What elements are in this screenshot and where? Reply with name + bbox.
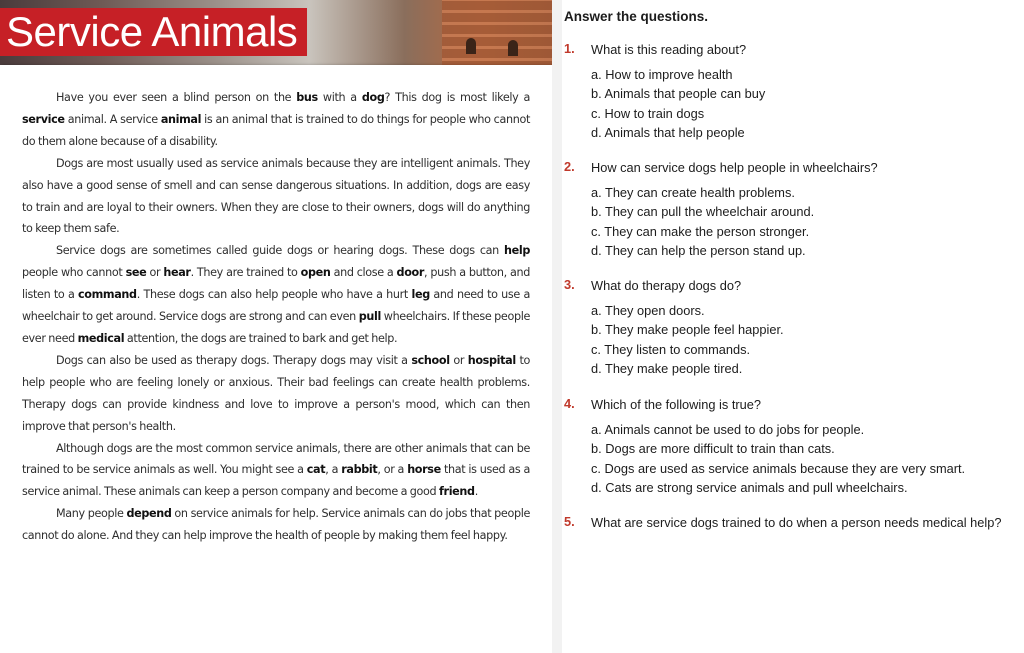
question-number: 3.: [564, 277, 575, 292]
vocabulary-word: hear: [163, 266, 191, 280]
answer-option: d. Animals that help people: [591, 124, 745, 140]
vocabulary-word: horse: [407, 463, 441, 477]
answer-option: b. Dogs are more difficult to train than cats.: [591, 441, 835, 457]
vocabulary-word: animal: [160, 112, 202, 126]
question-stem: What are service dogs trained to do when a person needs medical help?: [591, 515, 1002, 530]
question-number: 2.: [564, 159, 575, 174]
question-number: 4.: [564, 396, 575, 411]
questions-heading: Answer the questions.: [564, 9, 709, 24]
vocabulary-word: help: [504, 244, 530, 258]
text-run: .: [474, 485, 478, 499]
answer-option: c. They listen to commands.: [591, 341, 751, 357]
vocabulary-word: pull: [358, 310, 381, 324]
text-run: ? This dog is most likely a: [384, 91, 530, 104]
vocabulary-word: hospital: [467, 353, 516, 367]
vocabulary-word: command: [78, 288, 137, 302]
reading-paragraph: [22, 503, 530, 547]
answer-option: c. Dogs are used as service animals because they are very smart.: [591, 460, 966, 476]
text-run: Dogs are most usually used as service animals because they are intelligent animals. They also have a good sense of smell and can sense dangerous situations. In addition, dogs are easy to train and are loyal to their owners. When they are close to their owners, dogs will do anything to keep them safe.: [22, 156, 530, 236]
reading-paragraph: [22, 350, 530, 438]
text-run: is an animal that is trained to do things for people who cannot do them alone because of a disability.: [22, 112, 530, 148]
text-run: Many people: [56, 507, 127, 521]
text-run: and close a: [330, 266, 397, 280]
question-stem: How can service dogs help people in wheelchairs?: [591, 160, 878, 175]
text-run: or: [449, 353, 468, 367]
text-run: , push a button, and listen to a: [22, 266, 530, 302]
question-stem: What do therapy dogs do?: [591, 278, 742, 293]
window-shape: [508, 40, 518, 56]
reading-panel: [0, 65, 552, 653]
text-run: with a: [317, 91, 362, 104]
vocabulary-word: friend: [439, 485, 475, 499]
answer-option: a. Animals cannot be used to do jobs for people.: [591, 422, 865, 437]
vocabulary-word: open: [300, 266, 331, 280]
text-run: Have you ever seen a blind person on the: [56, 91, 297, 104]
answer-option: d. They can help the person stand up.: [591, 242, 806, 258]
reading-paragraph: [22, 87, 530, 153]
text-run: to help people who are feeling lonely or anxious. Their bad feelings can create health problems. Therapy dogs can provide kindness and love to improve a person's mood, which can then improve that person's health.: [22, 353, 530, 433]
reading-paragraph: [22, 153, 530, 241]
answer-option: d. They make people tired.: [591, 360, 743, 376]
answer-option: a. They can create health problems.: [591, 185, 795, 200]
questions-panel: [563, 0, 1024, 653]
vocabulary-word: depend: [126, 507, 172, 521]
text-run: on service animals for help. Service animals can do jobs that people cannot do alone. And they can help improve the health of people by making them feel happy.: [22, 507, 530, 543]
text-run: . These dogs can also help people who have a hurt: [136, 288, 412, 302]
text-run: attention, the dogs are trained to bark and get help.: [124, 331, 398, 345]
answer-option: b. They can pull the wheelchair around.: [591, 204, 815, 220]
text-run: animal. A service: [64, 112, 161, 126]
question-stem: Which of the following is true?: [591, 397, 761, 412]
page-title: Service Animals: [0, 8, 307, 56]
text-run: Although dogs are the most common service animals, there are other animals that can be trained to be service animals as well. You might see a: [22, 441, 530, 477]
window-shape: [466, 38, 476, 54]
answer-option: a. They open doors.: [591, 303, 705, 318]
reading-text: [22, 87, 530, 547]
text-run: wheelchairs. If these people ever need: [22, 310, 530, 345]
question-stem: What is this reading about?: [591, 42, 747, 57]
answer-option: b. Animals that people can buy: [591, 86, 766, 102]
answer-option: c. How to train dogs: [591, 105, 705, 121]
answer-options: [591, 65, 765, 142]
text-run: . They are trained to: [190, 266, 301, 280]
reading-paragraph: [22, 438, 530, 504]
text-run: or: [146, 266, 164, 280]
answer-options: [591, 420, 965, 497]
vocabulary-word: bus: [296, 91, 318, 104]
vocabulary-word: rabbit: [341, 463, 378, 477]
answer-option: a. How to improve health: [591, 67, 733, 82]
answer-option: d. Cats are strong service animals and pull wheelchairs.: [591, 479, 908, 495]
text-run: Dogs can also be used as therapy dogs. Therapy dogs may visit a: [56, 353, 412, 367]
vocabulary-word: dog: [361, 91, 385, 104]
answer-options: [591, 183, 814, 260]
text-run: that is used as a service animal. These animals can keep a person company and become a good: [22, 463, 530, 499]
answer-option: b. They make people feel happier.: [591, 322, 784, 338]
vocabulary-word: leg: [411, 288, 430, 302]
text-run: , or a: [377, 463, 408, 477]
vocabulary-word: service: [22, 112, 65, 126]
text-run: people who cannot: [22, 266, 126, 280]
building-photo: [442, 0, 562, 70]
page-gutter: [552, 0, 562, 653]
vocabulary-word: see: [125, 266, 147, 280]
answer-option: c. They can make the person stronger.: [591, 223, 810, 239]
question-number: 5.: [564, 514, 575, 529]
vocabulary-word: cat: [306, 463, 326, 477]
vocabulary-word: medical: [77, 331, 125, 345]
reading-paragraph: [22, 240, 530, 350]
question-number: 1.: [564, 41, 575, 56]
text-run: , a: [325, 463, 342, 477]
vocabulary-word: door: [396, 266, 425, 280]
answer-options: [591, 301, 784, 378]
vocabulary-word: school: [411, 353, 450, 367]
text-run: Service dogs are sometimes called guide dogs or hearing dogs. These dogs can: [56, 244, 504, 258]
text-run: and need to use a wheelchair to get around. Service dogs are strong and can even: [22, 288, 530, 324]
